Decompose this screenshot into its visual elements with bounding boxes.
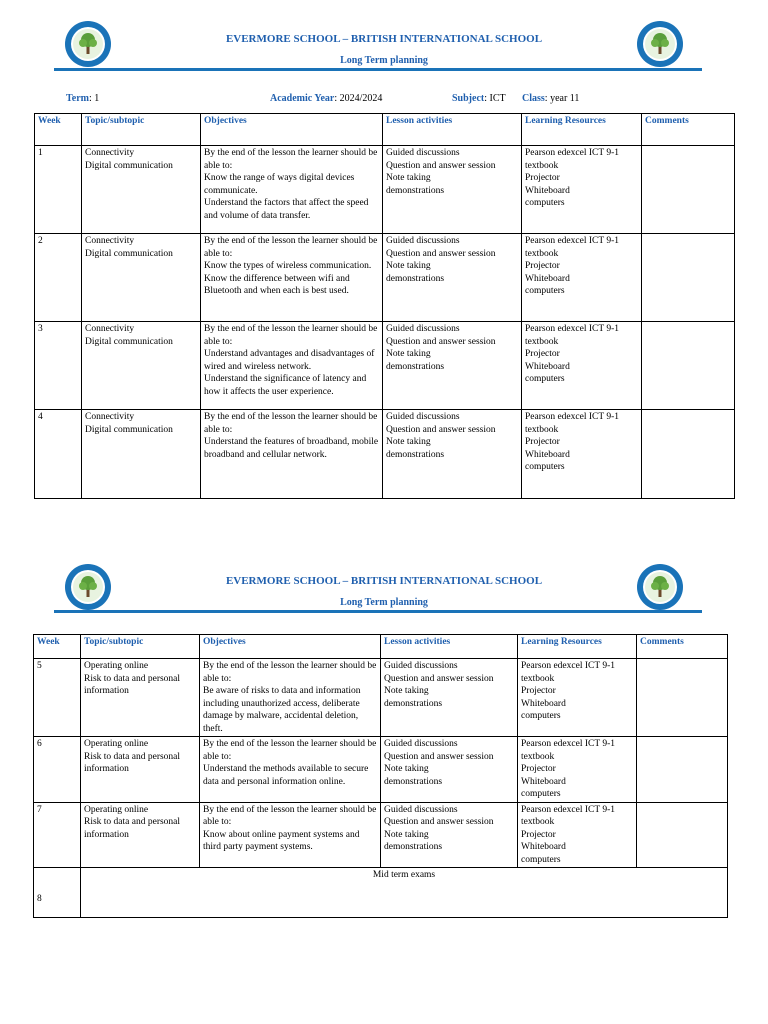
week-cell: 1 bbox=[35, 146, 82, 234]
column-header-objectives: Objectives bbox=[201, 114, 383, 146]
cell-line: Note taking bbox=[386, 437, 431, 447]
column-header-objectives: Objectives bbox=[200, 635, 381, 659]
cell-line: Connectivity bbox=[85, 412, 135, 422]
table-body bbox=[35, 146, 735, 499]
subject-value: : ICT bbox=[484, 93, 506, 104]
resources-cell bbox=[522, 146, 642, 234]
plan-title: Long Term planning bbox=[340, 55, 428, 66]
cell-line: Whiteboard bbox=[521, 842, 566, 852]
resources-cell bbox=[522, 234, 642, 322]
header-divider-page-2 bbox=[54, 610, 702, 613]
table-row bbox=[35, 322, 735, 410]
week-cell: 6 bbox=[34, 737, 81, 803]
cell-line: Understand the significance of latency and how it affects the user experience. bbox=[204, 374, 367, 397]
activities-cell bbox=[381, 802, 518, 868]
comments-cell bbox=[642, 234, 735, 322]
table-row bbox=[35, 234, 735, 322]
cell-line: By the end of the lesson the learner should be able to: bbox=[204, 324, 378, 347]
column-header-topic: Topic/subtopic bbox=[82, 114, 201, 146]
cell-line: Be aware of risks to data and information including unauthorized access, deliberate damage by malware, accidental deletion, theft. bbox=[203, 686, 361, 734]
cell-line: Note taking bbox=[384, 764, 429, 774]
table-row bbox=[34, 802, 728, 868]
resources-cell bbox=[522, 410, 642, 499]
cell-line: Guided discussions bbox=[384, 661, 458, 671]
cell-line: Question and answer session bbox=[386, 160, 496, 171]
cell-line: Question and answer session bbox=[384, 751, 494, 762]
week-cell: 3 bbox=[35, 322, 82, 410]
cell-line: Guided discussions bbox=[384, 804, 458, 815]
activities-cell bbox=[383, 322, 522, 410]
objectives-cell bbox=[201, 146, 383, 234]
cell-line: Projector bbox=[521, 686, 556, 696]
table-row bbox=[34, 737, 728, 803]
cell-line: Projector bbox=[525, 349, 560, 359]
activities-cell bbox=[383, 410, 522, 499]
activities-cell bbox=[383, 234, 522, 322]
cell-line: Understand the features of broadband, mobile broadband and cellular network. bbox=[204, 437, 379, 460]
plan-title-page-2: Long Term planning bbox=[340, 597, 428, 608]
cell-line: computers bbox=[521, 789, 561, 799]
topic-cell bbox=[81, 737, 200, 803]
cell-line: demonstrations bbox=[384, 776, 443, 787]
cell-line: Know the difference between wifi and Bluetooth and when each is best used. bbox=[204, 273, 350, 296]
cell-line: By the end of the lesson the learner should be able to: bbox=[203, 661, 377, 684]
objectives-cell bbox=[201, 322, 383, 410]
week-cell: 8 bbox=[34, 868, 81, 918]
activities-cell bbox=[381, 659, 518, 737]
cell-line: Understand the factors that affect the speed and volume of data transfer. bbox=[204, 198, 369, 221]
cell-line: demonstrations bbox=[386, 361, 445, 372]
topic-cell bbox=[82, 146, 201, 234]
academic-year-value: : 2024/2024 bbox=[334, 93, 383, 104]
column-header-activities: Lesson activities bbox=[383, 114, 522, 146]
week-cell: 7 bbox=[34, 802, 81, 868]
cell-line: By the end of the lesson the learner should be able to: bbox=[204, 412, 378, 435]
cell-line: Whiteboard bbox=[521, 698, 566, 709]
class-value: : year 11 bbox=[544, 93, 580, 104]
table-row bbox=[35, 410, 735, 499]
comments-cell bbox=[642, 146, 735, 234]
cell-line: Note taking bbox=[386, 261, 431, 271]
cell-line: Note taking bbox=[384, 686, 429, 696]
cell-line: Digital communication bbox=[85, 160, 173, 171]
subject-label: Subject bbox=[452, 93, 485, 104]
column-header-comments: Comments bbox=[637, 635, 728, 659]
cell-line: Guided discussions bbox=[386, 324, 460, 334]
cell-line: Question and answer session bbox=[386, 248, 496, 259]
cell-line: Guided discussions bbox=[384, 739, 458, 749]
cell-line: Pearson edexcel ICT 9-1 textbook bbox=[525, 236, 620, 259]
school-name-heading-page-2: EVERMORE SCHOOL – BRITISH INTERNATIONAL SCHOOL bbox=[225, 575, 543, 587]
column-header-week: Week bbox=[35, 114, 82, 146]
cell-line: Digital communication bbox=[85, 336, 173, 347]
cell-line: demonstrations bbox=[386, 449, 445, 460]
cell-line: Note taking bbox=[386, 173, 431, 183]
week-cell: 2 bbox=[35, 234, 82, 322]
cell-line: Question and answer session bbox=[386, 424, 496, 435]
table-header-row bbox=[35, 114, 735, 146]
cell-line: computers bbox=[521, 711, 561, 721]
cell-line: Digital communication bbox=[85, 424, 173, 435]
cell-line: By the end of the lesson the learner should be able to: bbox=[203, 739, 377, 762]
cell-line: Whiteboard bbox=[525, 449, 570, 460]
cell-line: Risk to data and personal information bbox=[84, 751, 181, 774]
cell-line: Operating online bbox=[84, 739, 149, 749]
cell-line: Projector bbox=[521, 764, 556, 774]
cell-line: Know about online payment systems and third party payment systems. bbox=[203, 829, 360, 852]
cell-line: demonstrations bbox=[384, 698, 443, 709]
cell-line: computers bbox=[525, 462, 565, 472]
objectives-cell bbox=[200, 737, 381, 803]
table-header-row bbox=[34, 635, 728, 659]
topic-cell bbox=[81, 802, 200, 868]
cell-line: Projector bbox=[525, 437, 560, 447]
cell-line: By the end of the lesson the learner should be able to: bbox=[204, 236, 378, 259]
cell-line: demonstrations bbox=[386, 185, 445, 196]
cell-line: Pearson edexcel ICT 9-1 textbook bbox=[521, 739, 616, 762]
cell-line: computers bbox=[525, 198, 565, 208]
cell-line: Whiteboard bbox=[525, 273, 570, 284]
planning-table-1 bbox=[34, 113, 735, 499]
cell-line: Projector bbox=[521, 829, 556, 840]
objectives-cell bbox=[200, 802, 381, 868]
cell-line: Pearson edexcel ICT 9-1 textbook bbox=[525, 148, 620, 171]
cell-line: computers bbox=[521, 854, 561, 865]
header-divider bbox=[54, 68, 702, 71]
comments-cell bbox=[637, 737, 728, 803]
cell-line: computers bbox=[525, 374, 565, 384]
table-row bbox=[35, 146, 735, 234]
cell-line: Know the range of ways digital devices communicate. bbox=[204, 173, 355, 196]
cell-line: Risk to data and personal information bbox=[84, 673, 181, 696]
cell-line: Operating online bbox=[84, 804, 149, 815]
table-body bbox=[34, 659, 728, 918]
cell-line: Guided discussions bbox=[386, 412, 460, 422]
cell-line: Digital communication bbox=[85, 248, 173, 259]
cell-line: Note taking bbox=[386, 349, 431, 359]
cell-line: Connectivity bbox=[85, 148, 135, 158]
cell-line: Projector bbox=[525, 173, 560, 183]
week-cell: 5 bbox=[34, 659, 81, 737]
cell-line: Understand the methods available to secure data and personal information online. bbox=[203, 764, 369, 787]
cell-line: Whiteboard bbox=[525, 361, 570, 372]
class-label: Class bbox=[522, 93, 545, 104]
cell-line: Pearson edexcel ICT 9-1 textbook bbox=[521, 661, 616, 684]
resources-cell bbox=[518, 802, 637, 868]
week-cell: 4 bbox=[35, 410, 82, 499]
activities-cell bbox=[381, 737, 518, 803]
cell-line: Whiteboard bbox=[525, 185, 570, 196]
cell-line: Guided discussions bbox=[386, 236, 460, 246]
resources-cell bbox=[522, 322, 642, 410]
school-name-heading: EVERMORE SCHOOL – BRITISH INTERNATIONAL SCHOOL bbox=[225, 33, 543, 45]
term-field bbox=[66, 93, 99, 104]
cell-line: Pearson edexcel ICT 9-1 textbook bbox=[525, 412, 620, 435]
cell-line: Pearson edexcel ICT 9-1 textbook bbox=[521, 804, 616, 827]
topic-cell bbox=[82, 410, 201, 499]
cell-line: Note taking bbox=[384, 829, 429, 840]
class-field bbox=[522, 93, 579, 104]
cell-line: By the end of the lesson the learner should be able to: bbox=[204, 148, 378, 171]
column-header-week: Week bbox=[34, 635, 81, 659]
mid-term-exams-cell: Mid term exams bbox=[81, 868, 728, 918]
comments-cell bbox=[637, 802, 728, 868]
column-header-activities: Lesson activities bbox=[381, 635, 518, 659]
comments-cell bbox=[642, 410, 735, 499]
comments-cell bbox=[637, 659, 728, 737]
cell-line: demonstrations bbox=[384, 842, 443, 852]
activities-cell bbox=[383, 146, 522, 234]
academic-year-label: Academic Year bbox=[270, 93, 335, 104]
topic-cell bbox=[81, 659, 200, 737]
planning-table-2 bbox=[33, 634, 728, 918]
topic-cell bbox=[82, 234, 201, 322]
objectives-cell bbox=[201, 234, 383, 322]
cell-line: Connectivity bbox=[85, 236, 135, 246]
cell-line: Know the types of wireless communication. bbox=[204, 261, 372, 271]
cell-line: Understand advantages and disadvantages of wired and wireless network. bbox=[204, 349, 375, 372]
column-header-resources: Learning Resources bbox=[522, 114, 642, 146]
column-header-comments: Comments bbox=[642, 114, 735, 146]
topic-cell bbox=[82, 322, 201, 410]
cell-line: Guided discussions bbox=[386, 148, 460, 158]
table-row bbox=[34, 659, 728, 737]
cell-line: By the end of the lesson the learner should be able to: bbox=[203, 804, 377, 827]
cell-line: computers bbox=[525, 286, 565, 296]
column-header-topic: Topic/subtopic bbox=[81, 635, 200, 659]
cell-line: Whiteboard bbox=[521, 776, 566, 787]
cell-line: Connectivity bbox=[85, 324, 135, 334]
cell-line: Pearson edexcel ICT 9-1 textbook bbox=[525, 324, 620, 347]
resources-cell bbox=[518, 659, 637, 737]
resources-cell bbox=[518, 737, 637, 803]
cell-line: Operating online bbox=[84, 661, 149, 671]
cell-line: Question and answer session bbox=[384, 817, 494, 827]
academic-year-field bbox=[270, 93, 382, 104]
term-label: Term bbox=[66, 93, 89, 104]
cell-line: Question and answer session bbox=[386, 336, 496, 347]
cell-line: Question and answer session bbox=[384, 673, 494, 684]
exam-row bbox=[34, 868, 728, 918]
cell-line: Projector bbox=[525, 261, 560, 271]
cell-line: demonstrations bbox=[386, 273, 445, 284]
column-header-resources: Learning Resources bbox=[518, 635, 637, 659]
subject-field bbox=[452, 93, 506, 104]
comments-cell bbox=[642, 322, 735, 410]
objectives-cell bbox=[201, 410, 383, 499]
objectives-cell bbox=[200, 659, 381, 737]
cell-line: Risk to data and personal information bbox=[84, 817, 181, 840]
term-value: : 1 bbox=[88, 93, 100, 104]
